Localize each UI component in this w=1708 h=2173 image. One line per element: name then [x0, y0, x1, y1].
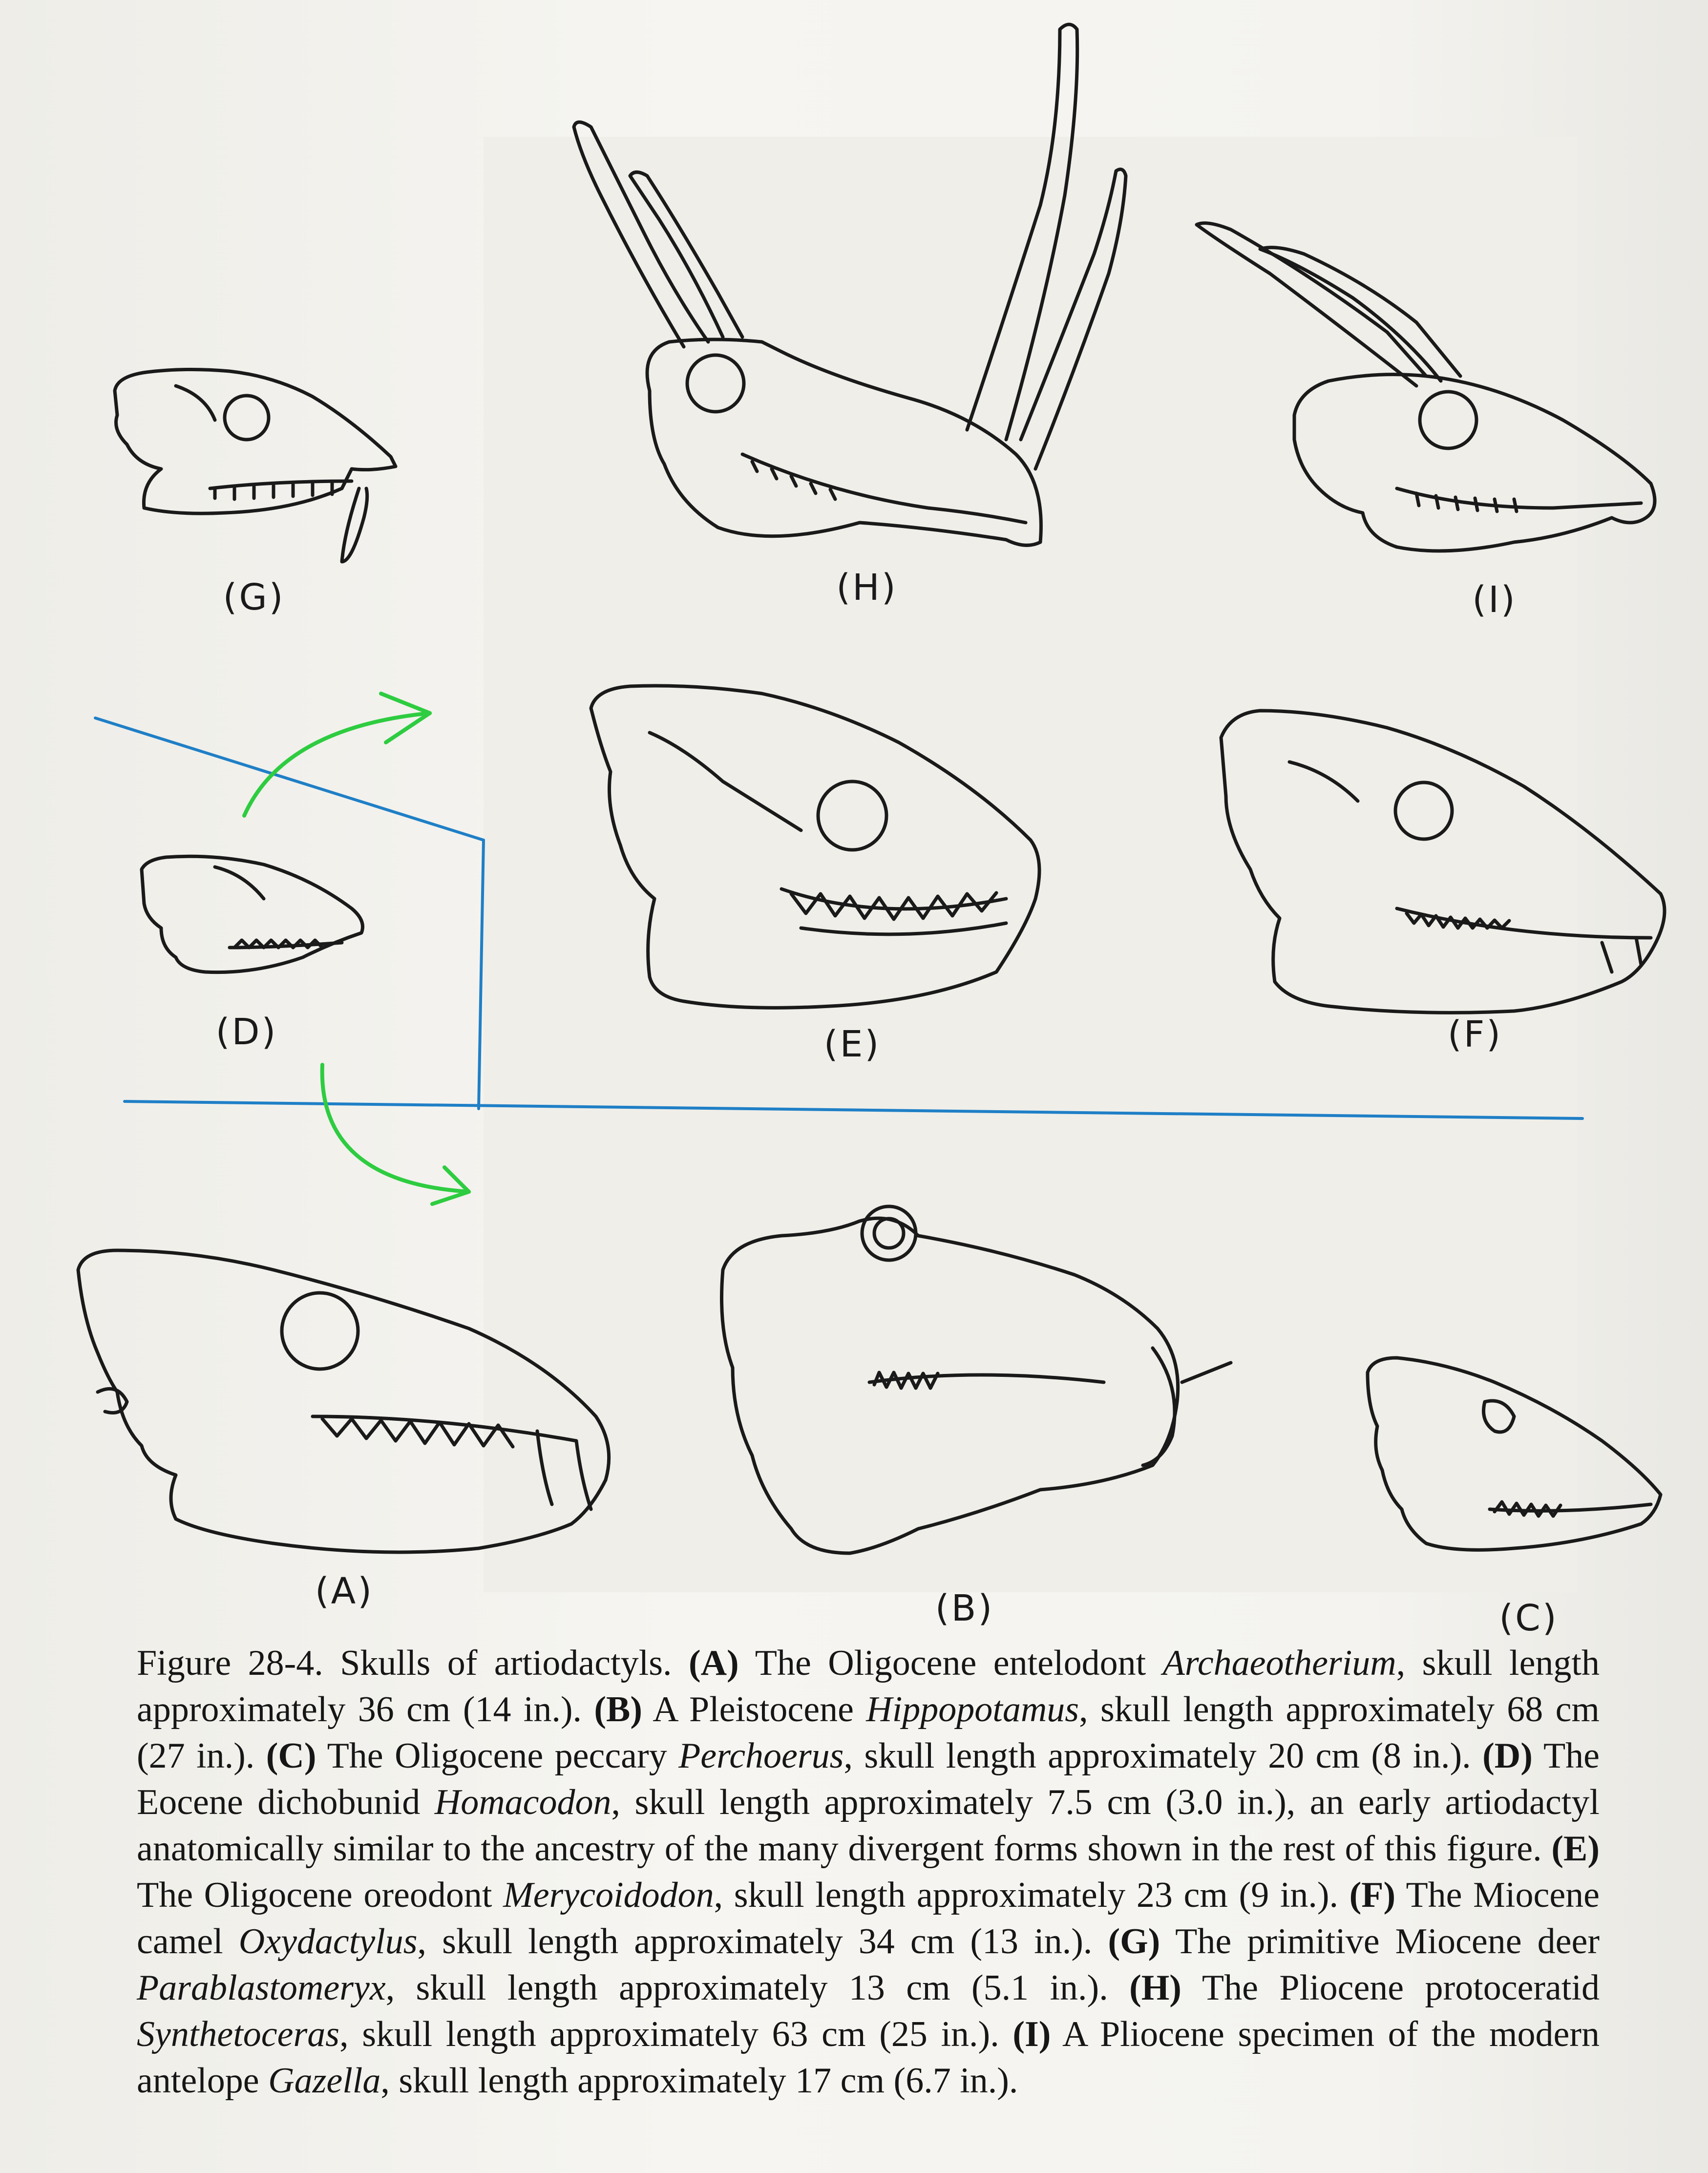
caption-h-text: The Pliocene protoceratid — [1181, 1968, 1600, 2008]
caption-g-length: , skull length approximately 13 cm (5.1 in.). — [385, 1968, 1130, 2008]
caption-b-length: , skull length approximately 68 cm (27 in.). — [137, 1689, 1600, 1776]
caption-g-text: The primitive Miocene deer — [1160, 1921, 1600, 1962]
skull-g-parablastomeryx — [115, 369, 396, 562]
caption-taxon-e: Merycoidodon — [503, 1875, 714, 1915]
panel-label-f: (F) — [1447, 1013, 1503, 1055]
figure-caption — [137, 1640, 1600, 2104]
caption-taxon-a: Archaeotherium — [1162, 1643, 1396, 1683]
caption-letter-c: (C) — [266, 1736, 316, 1776]
caption-intro: Skulls of artiodactyls. — [323, 1643, 689, 1683]
caption-a-length: , skull length approximately 36 cm (14 in.). — [137, 1643, 1600, 1730]
caption-b-text: A Pleistocene — [642, 1689, 866, 1730]
green-arrow-down-head — [432, 1167, 469, 1204]
caption-f-length: , skull length approximately 34 cm (13 in.). — [417, 1921, 1108, 1962]
green-arrow-up-curve — [244, 713, 430, 816]
caption-taxon-i: Gazella — [268, 2061, 381, 2101]
caption-d-length: , skull length approximately 7.5 cm (3.0 in.), an early artiodactyl anatomically similar to the ancestry of the many divergent forms shown in the rest of this figure. — [137, 1782, 1600, 1869]
caption-e-text: The Oligocene oreodont — [137, 1875, 504, 1915]
caption-d-text: The Eocene dichobunid — [137, 1736, 1600, 1822]
caption-taxon-d: Homacodon — [434, 1782, 612, 1822]
panel-label-h: (H) — [836, 567, 898, 609]
figure-label: Figure 28-4. — [137, 1643, 323, 1683]
caption-letter-i: (I) — [1012, 2014, 1051, 2054]
caption-letter-b: (B) — [594, 1689, 642, 1730]
panel-label-g: (G) — [223, 576, 285, 618]
blue-diagonal-line — [95, 718, 484, 840]
caption-a-text: The Oligocene entelodont — [738, 1643, 1163, 1683]
caption-letter-e: (E) — [1551, 1829, 1600, 1869]
caption-taxon-c: Perchoerus — [678, 1736, 844, 1776]
caption-c-length: , skull length approximately 20 cm (8 in.). — [843, 1736, 1483, 1776]
panel-label-c: (C) — [1499, 1597, 1559, 1639]
caption-f-text: The Miocene camel — [137, 1875, 1600, 1962]
panel-label-i: (I) — [1472, 579, 1517, 621]
caption-taxon-g: Parablastomeryx — [137, 1968, 386, 2008]
panel-label-e: (E) — [823, 1023, 881, 1065]
caption-i-text: A Pliocene specimen of the modern antelope — [137, 2014, 1600, 2101]
panel-label-b: (B) — [935, 1587, 994, 1629]
caption-e-length: , skull length approximately 23 cm (9 in.). — [714, 1875, 1350, 1915]
caption-taxon-b: Hippopotamus — [866, 1689, 1079, 1730]
panel-label-d: (D) — [215, 1011, 278, 1053]
caption-h-length: , skull length approximately 63 cm (25 in.). — [339, 2014, 1013, 2054]
blue-vertical-line — [479, 840, 484, 1109]
caption-letter-a: (A) — [688, 1643, 739, 1683]
caption-taxon-f: Oxydactylus — [238, 1921, 418, 1962]
caption-letter-h: (H) — [1129, 1968, 1181, 2008]
panel-label-a: (A) — [315, 1570, 374, 1612]
green-arrow-down-curve — [322, 1065, 469, 1192]
caption-i-length: , skull length approximately 17 cm (6.7 in.). — [380, 2061, 1018, 2101]
skull-d-homacodon — [142, 856, 363, 972]
caption-taxon-h: Synthetoceras — [137, 2014, 340, 2054]
caption-letter-d: (D) — [1482, 1736, 1533, 1776]
caption-letter-f: (F) — [1349, 1875, 1396, 1915]
caption-c-text: The Oligocene peccary — [316, 1736, 679, 1776]
caption-letter-g: (G) — [1108, 1921, 1160, 1962]
